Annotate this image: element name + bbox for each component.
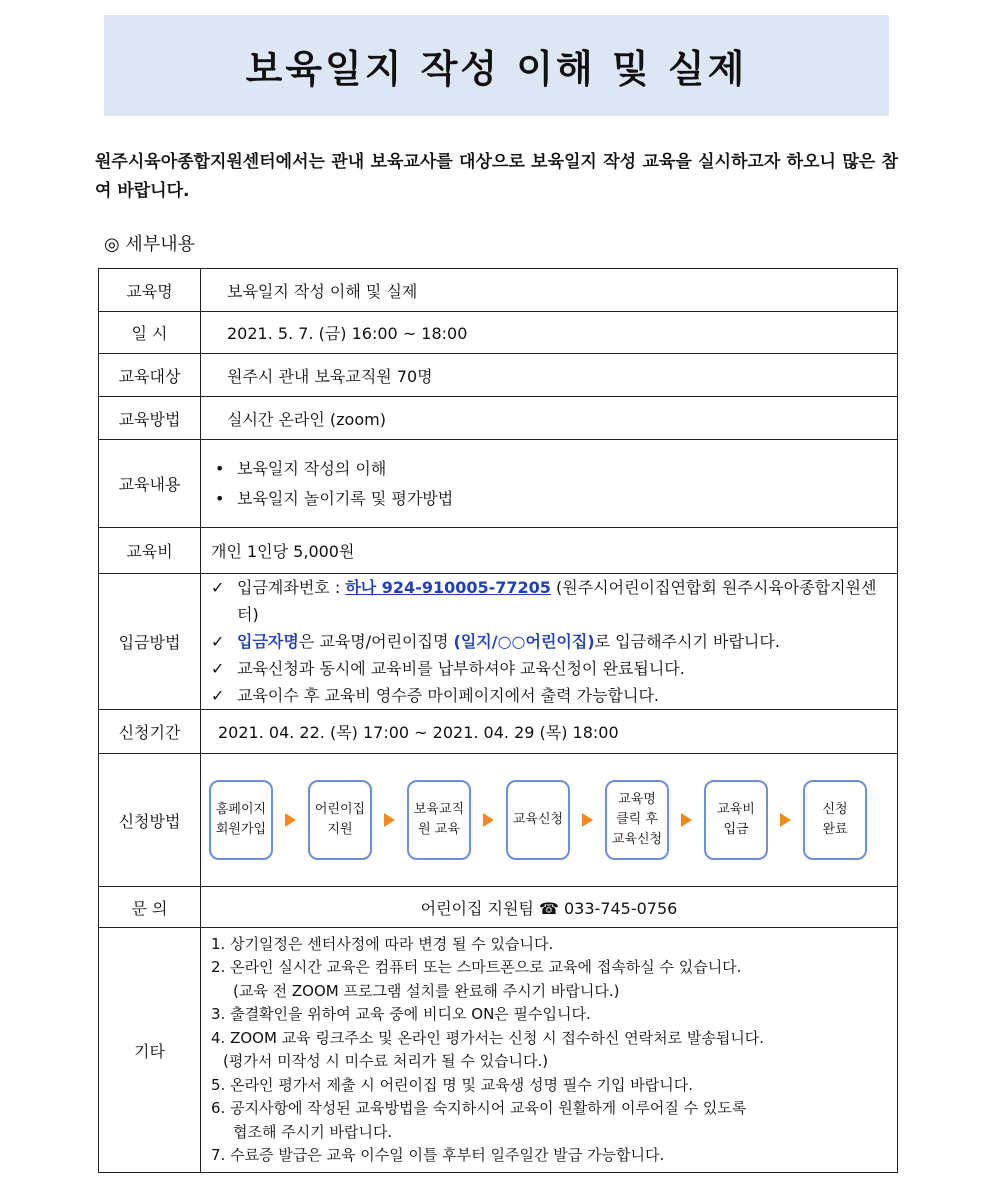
payment-item: ✓ 교육신청과 동시에 교육비를 납부하셔야 교육신청이 완료됩니다. (211, 655, 897, 682)
etc-item: 2. 온라인 실시간 교육은 컴퓨터 또는 스마트폰으로 교육에 접속하실 수 있습니다. (211, 958, 742, 976)
details-table (98, 268, 898, 1173)
label-apply: 신청방법 (99, 754, 201, 887)
page-title: 보육일지 작성 이해 및 실제 (245, 47, 748, 91)
label-content: 교육내용 (99, 440, 201, 528)
depositor-example: (일지/○○어린이집) (453, 632, 595, 651)
etc-item: 4. ZOOM 교육 링크주소 및 온라인 평가서는 신청 시 접수하신 연락처로 발송됩니다. (211, 1028, 765, 1047)
row-period (99, 710, 898, 754)
etc-subitem: (교육 전 ZOOM 프로그램 설치를 완료해 주시기 바랍니다.) (233, 981, 620, 1000)
check-icon: ✓ (211, 659, 225, 678)
row-date (99, 312, 898, 354)
row-name (99, 269, 898, 312)
apply-flow (201, 780, 897, 860)
value-date: 2021. 5. 7. (금) 16:00 ~ 18:00 (201, 312, 898, 354)
value-contact: 어린이집 지원팀 ☎ 033-745-0756 (201, 887, 898, 928)
flow-step: 보육교직 원 교육 (407, 780, 471, 860)
flow-step: 교육신청 (506, 780, 570, 860)
arrow-right-icon (285, 813, 296, 827)
content-item: • 보육일지 놀이기록 및 평가방법 (215, 484, 897, 514)
value-payment (201, 574, 898, 710)
check-icon: ✓ (211, 632, 225, 651)
value-name: 보육일지 작성 이해 및 실제 (201, 269, 898, 312)
value-content (201, 440, 898, 528)
section-heading: ◎ 세부내용 (104, 234, 195, 255)
value-etc (201, 928, 898, 1173)
etc-subitem: 협조해 주시기 바랍니다. (233, 1122, 393, 1141)
row-etc (99, 928, 898, 1173)
row-payment (99, 574, 898, 710)
content-item: • 보육일지 작성의 이해 (215, 454, 897, 484)
label-name: 교육명 (99, 269, 201, 312)
row-target (99, 354, 898, 397)
value-method: 실시간 온라인 (zoom) (201, 397, 898, 440)
label-method: 교육방법 (99, 397, 201, 440)
flow-step: 신청 완료 (803, 780, 867, 860)
etc-subitem: (평가서 미작성 시 미수료 처리가 될 수 있습니다.) (223, 1052, 549, 1070)
row-method (99, 397, 898, 440)
etc-item: 3. 출결확인을 위하여 교육 중에 비디오 ON은 필수입니다. (211, 1005, 591, 1023)
check-icon: ✓ (211, 578, 225, 597)
arrow-right-icon (483, 813, 494, 827)
payment-item: ✓ 입금계좌번호 : 하나 924-910005-77205 (원주시어린이집연합회 원주시육아종합지원센터) (211, 574, 897, 628)
payment-item: ✓ 교육이수 후 교육비 영수증 마이페이지에서 출력 가능합니다. (211, 682, 897, 709)
value-target: 원주시 관내 보육교직원 70명 (201, 354, 898, 397)
etc-item: 1. 상기일정은 센터사정에 따라 변경 될 수 있습니다. (211, 934, 554, 953)
label-date: 일 시 (99, 312, 201, 354)
check-icon: ✓ (211, 686, 225, 705)
flow-step: 교육명 클릭 후 교육신청 (605, 780, 669, 860)
label-payment: 입금방법 (99, 574, 201, 710)
payment-item: ✓ 입금자명은 교육명/어린이집명 (일지/○○어린이집)로 입금해주시기 바랍니다. (211, 628, 897, 655)
label-contact: 문 의 (99, 887, 201, 928)
label-fee: 교육비 (99, 528, 201, 574)
flow-step: 홈페이지 회원가입 (209, 780, 273, 860)
arrow-right-icon (780, 813, 791, 827)
value-fee: 개인 1인당 5,000원 (201, 528, 898, 574)
label-target: 교육대상 (99, 354, 201, 397)
label-period: 신청기간 (99, 710, 201, 754)
row-contact (99, 887, 898, 928)
arrow-right-icon (681, 813, 692, 827)
arrow-right-icon (384, 813, 395, 827)
row-apply (99, 754, 898, 887)
value-apply (201, 754, 898, 887)
depositor-label: 입금자명 (237, 632, 299, 651)
value-period: 2021. 04. 22. (목) 17:00 ~ 2021. 04. 29 (목) 18:00 (201, 710, 898, 754)
etc-item: 5. 온라인 평가서 제출 시 어린이집 명 및 교육생 성명 필수 기입 바랍니다. (211, 1075, 694, 1094)
account-number: 하나 924-910005-77205 (345, 578, 551, 597)
flow-step: 교육비 입금 (704, 780, 768, 860)
etc-item: 7. 수료증 발급은 교육 이수일 이틀 후부터 일주일간 발급 가능합니다. (211, 1146, 665, 1164)
row-fee (99, 528, 898, 574)
intro-text: 원주시육아종합지원센터에서는 관내 보육교사를 대상으로 보육일지 작성 교육을 실시하고자 하오니 많은 참여 바랍니다. (95, 152, 898, 201)
etc-item: 6. 공지사항에 작성된 교육방법을 숙지하시어 교육이 원활하게 이루어질 수 있도록 (211, 1099, 747, 1117)
flow-step: 어린이집 지원 (308, 780, 372, 860)
row-content (99, 440, 898, 528)
title-banner (104, 15, 889, 116)
arrow-right-icon (582, 813, 593, 827)
label-etc: 기타 (99, 928, 201, 1173)
